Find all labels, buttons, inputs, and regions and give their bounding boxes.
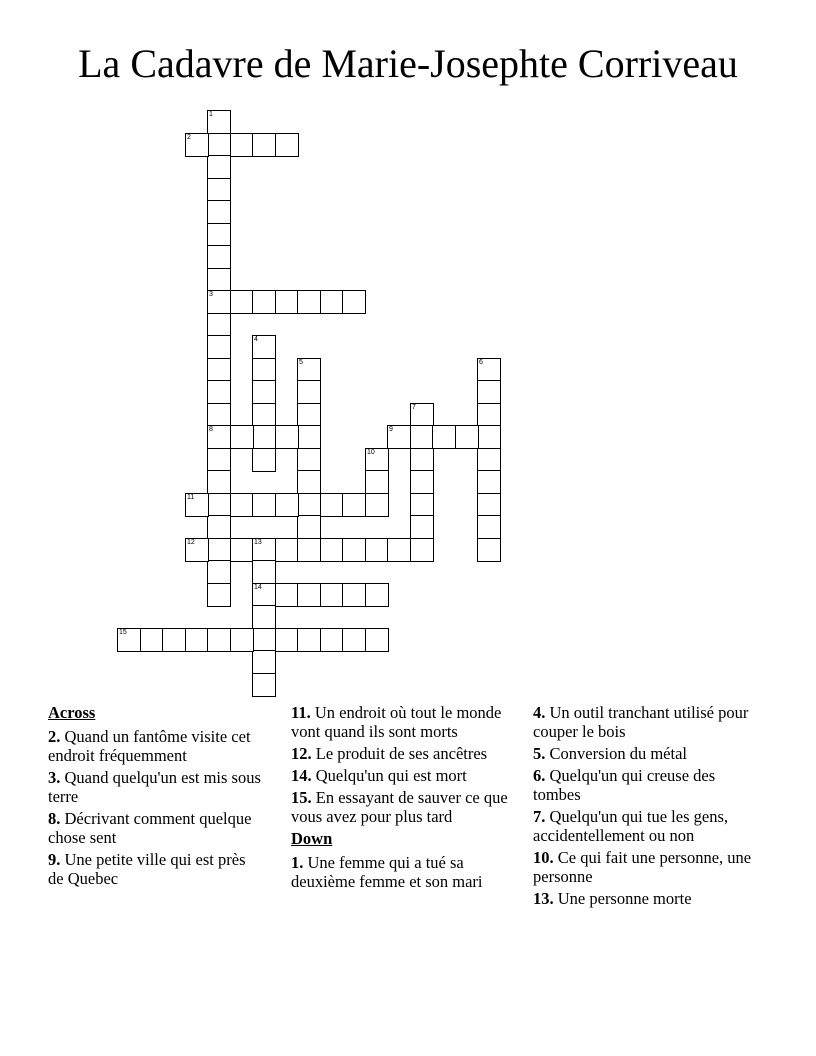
grid-cell[interactable] xyxy=(320,628,344,652)
grid-cell[interactable] xyxy=(365,448,389,472)
clue-down-6 xyxy=(533,766,758,804)
grid-cell[interactable] xyxy=(297,470,321,494)
clue-down-5 xyxy=(533,744,758,763)
clue-text: Une femme qui a tué sa deuxième femme et son mari xyxy=(291,853,483,891)
clue-number: 1. xyxy=(291,853,304,872)
grid-cell[interactable] xyxy=(297,583,321,607)
grid-cell[interactable] xyxy=(275,290,299,314)
grid-cell[interactable] xyxy=(477,470,501,494)
grid-cell[interactable] xyxy=(387,538,411,562)
grid-cell[interactable] xyxy=(207,155,231,179)
grid-cell[interactable] xyxy=(410,425,434,449)
grid-cell[interactable] xyxy=(185,493,209,517)
grid-cell[interactable] xyxy=(432,425,456,449)
clue-text: Un endroit où tout le monde vont quand ils sont morts xyxy=(291,703,502,741)
grid-cell[interactable] xyxy=(252,650,276,674)
clue-text: Une personne morte xyxy=(557,889,692,908)
clue-across-14 xyxy=(291,766,516,785)
clue-text: Le produit de ses ancêtres xyxy=(315,744,488,763)
grid-cell[interactable] xyxy=(207,538,231,562)
grid-cell[interactable] xyxy=(207,583,231,607)
clue-number: 15. xyxy=(291,788,312,807)
clue-text: Quand un fantôme visite cet endroit fréquemment xyxy=(48,727,251,765)
grid-cell[interactable] xyxy=(297,538,321,562)
clue-across-2 xyxy=(48,727,263,765)
grid-cell[interactable] xyxy=(252,403,276,427)
clue-across-3 xyxy=(48,768,263,806)
across-heading: Across xyxy=(48,703,96,722)
grid-cell[interactable] xyxy=(477,515,501,539)
grid-cell[interactable] xyxy=(230,493,254,517)
clue-number: 7. xyxy=(533,807,546,826)
grid-cell[interactable] xyxy=(410,470,434,494)
grid-cell[interactable] xyxy=(297,358,321,382)
grid-cell[interactable] xyxy=(207,178,231,202)
grid-cell[interactable] xyxy=(365,470,389,494)
grid-cell[interactable] xyxy=(252,133,276,157)
grid-cell[interactable] xyxy=(207,628,231,652)
clue-across-11 xyxy=(291,703,516,741)
grid-cell[interactable] xyxy=(207,448,231,472)
grid-cell[interactable] xyxy=(230,628,254,652)
grid-cell[interactable] xyxy=(477,425,501,449)
grid-cell[interactable] xyxy=(207,493,231,517)
clue-number: 5. xyxy=(533,744,546,763)
grid-cell[interactable] xyxy=(207,133,231,157)
grid-cell[interactable] xyxy=(252,560,276,584)
cell-number: 13 xyxy=(254,539,262,546)
cell-number: 12 xyxy=(187,539,195,546)
down-heading: Down xyxy=(291,829,333,848)
grid-cell[interactable] xyxy=(207,358,231,382)
grid-cell[interactable] xyxy=(185,133,209,157)
grid-cell[interactable] xyxy=(410,448,434,472)
grid-cell[interactable] xyxy=(275,628,299,652)
grid-cell[interactable] xyxy=(207,335,231,359)
clue-text: Quelqu'un qui creuse des tombes xyxy=(533,766,716,804)
grid-cell[interactable] xyxy=(477,448,501,472)
cell-number: 6 xyxy=(479,359,483,366)
clue-number: 13. xyxy=(533,889,554,908)
cell-number: 10 xyxy=(367,449,375,456)
grid-cell[interactable] xyxy=(297,403,321,427)
clue-text: Quand quelqu'un est mis sous terre xyxy=(48,768,261,806)
grid-cell[interactable] xyxy=(207,223,231,247)
grid-cell[interactable] xyxy=(410,403,434,427)
grid-cell[interactable] xyxy=(252,538,276,562)
grid-cell[interactable] xyxy=(207,110,231,134)
grid-cell[interactable] xyxy=(230,425,254,449)
clue-number: 11. xyxy=(291,703,311,722)
clue-text: Quelqu'un qui tue les gens, accidentellement ou non xyxy=(533,807,728,845)
grid-cell[interactable] xyxy=(297,425,321,449)
clue-across-15 xyxy=(291,788,516,826)
grid-cell[interactable] xyxy=(162,628,186,652)
clue-text: Quelqu'un qui est mort xyxy=(315,766,467,785)
cell-number: 8 xyxy=(209,426,213,433)
cell-number: 2 xyxy=(187,134,191,141)
grid-cell[interactable] xyxy=(320,493,344,517)
clue-down-1 xyxy=(291,853,516,891)
clue-number: 14. xyxy=(291,766,312,785)
grid-cell[interactable] xyxy=(297,515,321,539)
grid-cell[interactable] xyxy=(365,538,389,562)
grid-cell[interactable] xyxy=(342,628,366,652)
cell-number: 1 xyxy=(209,111,213,118)
grid-cell[interactable] xyxy=(207,268,231,292)
cell-number: 7 xyxy=(412,404,416,411)
cell-number: 3 xyxy=(209,291,213,298)
grid-cell[interactable] xyxy=(140,628,164,652)
puzzle-title: La Cadavre de Marie-Josephte Corriveau xyxy=(78,41,738,86)
grid-cell[interactable] xyxy=(477,538,501,562)
grid-cell[interactable] xyxy=(297,290,321,314)
clue-across-12 xyxy=(291,744,516,763)
grid-cell[interactable] xyxy=(275,493,299,517)
clue-column-1 xyxy=(48,703,263,891)
grid-cell[interactable] xyxy=(207,245,231,269)
clue-number: 10. xyxy=(533,848,554,867)
cell-number: 9 xyxy=(389,426,393,433)
clue-number: 4. xyxy=(533,703,546,722)
grid-cell[interactable] xyxy=(252,380,276,404)
grid-cell[interactable] xyxy=(230,133,254,157)
grid-cell[interactable] xyxy=(297,628,321,652)
grid-cell[interactable] xyxy=(297,380,321,404)
clue-across-8 xyxy=(48,809,263,847)
grid-cell[interactable] xyxy=(207,515,231,539)
clue-down-7 xyxy=(533,807,758,845)
grid-cell[interactable] xyxy=(207,425,231,449)
grid-cell[interactable] xyxy=(342,493,366,517)
grid-cell[interactable] xyxy=(252,358,276,382)
grid-cell[interactable] xyxy=(320,583,344,607)
grid-cell[interactable] xyxy=(207,470,231,494)
grid-cell[interactable] xyxy=(342,290,366,314)
grid-cell[interactable] xyxy=(230,290,254,314)
grid-cell[interactable] xyxy=(365,628,389,652)
grid-cell[interactable] xyxy=(275,538,299,562)
grid-cell[interactable] xyxy=(117,628,141,652)
grid-cell[interactable] xyxy=(207,200,231,224)
clue-number: 9. xyxy=(48,850,61,869)
grid-cell[interactable] xyxy=(207,403,231,427)
grid-cell[interactable] xyxy=(275,425,299,449)
clue-text: Un outil tranchant utilisé pour couper le bois xyxy=(533,703,749,741)
cell-number: 5 xyxy=(299,359,303,366)
grid-cell[interactable] xyxy=(252,583,276,607)
grid-cell[interactable] xyxy=(365,493,389,517)
grid-cell[interactable] xyxy=(297,448,321,472)
clue-text: Ce qui fait une personne, une personne xyxy=(533,848,752,886)
clue-column-3 xyxy=(533,703,758,911)
grid-cell[interactable] xyxy=(275,583,299,607)
grid-cell[interactable] xyxy=(455,425,479,449)
cell-number: 15 xyxy=(119,629,127,636)
cell-number: 14 xyxy=(254,584,262,591)
clue-column-2 xyxy=(291,703,516,894)
clue-text: Conversion du métal xyxy=(549,744,687,763)
clue-text: Une petite ville qui est près de Quebec xyxy=(48,850,246,888)
grid-cell[interactable] xyxy=(477,403,501,427)
grid-cell[interactable] xyxy=(320,290,344,314)
grid-cell[interactable] xyxy=(252,673,276,697)
grid-cell[interactable] xyxy=(275,133,299,157)
grid-cell[interactable] xyxy=(297,493,321,517)
grid-cell[interactable] xyxy=(477,380,501,404)
grid-cell[interactable] xyxy=(207,560,231,584)
grid-cell[interactable] xyxy=(410,538,434,562)
grid-cell[interactable] xyxy=(252,605,276,629)
grid-cell[interactable] xyxy=(365,583,389,607)
grid-cell[interactable] xyxy=(252,290,276,314)
cell-number: 4 xyxy=(254,336,258,343)
clue-across-9 xyxy=(48,850,263,888)
grid-cell[interactable] xyxy=(185,628,209,652)
clue-text: En essayant de sauver ce que vous avez pour plus tard xyxy=(291,788,508,826)
grid-cell[interactable] xyxy=(477,493,501,517)
grid-cell[interactable] xyxy=(252,425,276,449)
grid-cell[interactable] xyxy=(410,493,434,517)
clue-number: 12. xyxy=(291,744,312,763)
grid-cell[interactable] xyxy=(252,628,276,652)
grid-cell[interactable] xyxy=(342,538,366,562)
clue-down-4 xyxy=(533,703,758,741)
clue-number: 6. xyxy=(533,766,546,785)
clue-number: 2. xyxy=(48,727,61,746)
grid-cell[interactable] xyxy=(207,313,231,337)
clue-down-10 xyxy=(533,848,758,886)
grid-cell[interactable] xyxy=(387,425,411,449)
clue-number: 3. xyxy=(48,768,61,787)
grid-cell[interactable] xyxy=(207,380,231,404)
grid-cell[interactable] xyxy=(230,538,254,562)
grid-cell[interactable] xyxy=(410,515,434,539)
grid-cell[interactable] xyxy=(252,335,276,359)
clue-down-13 xyxy=(533,889,758,908)
grid-cell[interactable] xyxy=(477,358,501,382)
grid-cell[interactable] xyxy=(320,538,344,562)
grid-cell[interactable] xyxy=(252,448,276,472)
grid-cell[interactable] xyxy=(185,538,209,562)
grid-cell[interactable] xyxy=(207,290,231,314)
grid-cell[interactable] xyxy=(252,493,276,517)
cell-number: 11 xyxy=(187,494,195,501)
clue-text: Décrivant comment quelque chose sent xyxy=(48,809,252,847)
clue-number: 8. xyxy=(48,809,61,828)
grid-cell[interactable] xyxy=(342,583,366,607)
